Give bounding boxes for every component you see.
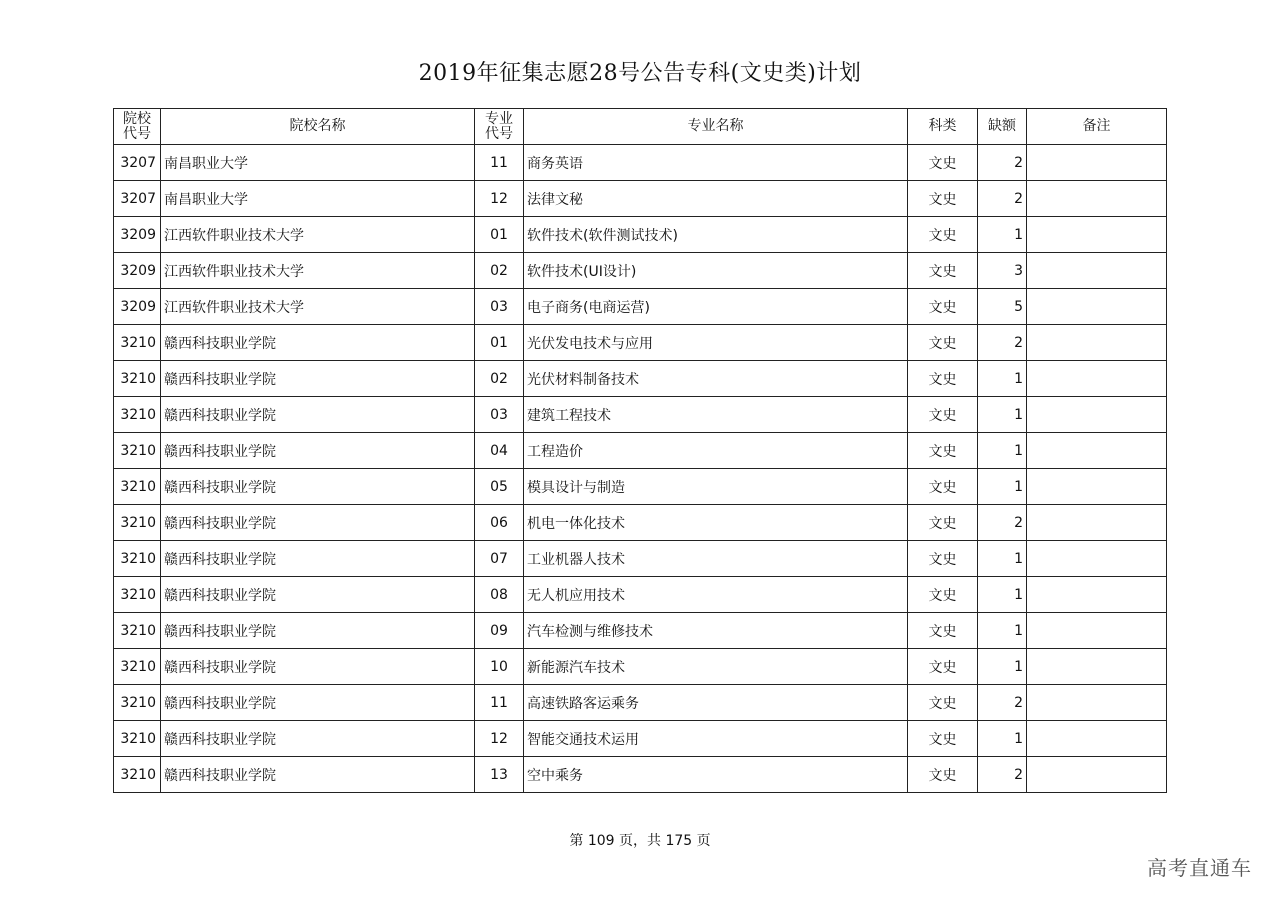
major-name-cell: 无人机应用技术 bbox=[524, 577, 908, 613]
major-code-cell: 01 bbox=[475, 217, 524, 253]
school-name-cell: 赣西科技职业学院 bbox=[161, 685, 475, 721]
category-cell: 文史 bbox=[908, 145, 978, 181]
major-code-cell: 09 bbox=[475, 613, 524, 649]
quota-cell: 2 bbox=[978, 757, 1027, 793]
header-major-code bbox=[475, 109, 524, 145]
school-code-cell: 3209 bbox=[114, 217, 161, 253]
quota-cell: 2 bbox=[978, 145, 1027, 181]
school-name-cell: 赣西科技职业学院 bbox=[161, 433, 475, 469]
school-name-cell: 江西软件职业技术大学 bbox=[161, 217, 475, 253]
quota-cell: 2 bbox=[978, 505, 1027, 541]
table-row bbox=[114, 361, 1167, 397]
major-name-cell: 电子商务(电商运营) bbox=[524, 289, 908, 325]
category-cell: 文史 bbox=[908, 577, 978, 613]
quota-cell: 1 bbox=[978, 577, 1027, 613]
table-row bbox=[114, 325, 1167, 361]
table-row bbox=[114, 397, 1167, 433]
school-name-cell: 赣西科技职业学院 bbox=[161, 361, 475, 397]
school-code-cell: 3210 bbox=[114, 541, 161, 577]
school-code-cell: 3210 bbox=[114, 325, 161, 361]
major-code-cell: 10 bbox=[475, 649, 524, 685]
quota-cell: 1 bbox=[978, 469, 1027, 505]
major-name-cell: 软件技术(UI设计) bbox=[524, 253, 908, 289]
remarks-cell bbox=[1027, 289, 1167, 325]
school-code-cell: 3207 bbox=[114, 145, 161, 181]
table-row bbox=[114, 577, 1167, 613]
remarks-cell bbox=[1027, 217, 1167, 253]
major-name-cell: 汽车检测与维修技术 bbox=[524, 613, 908, 649]
school-name-cell: 赣西科技职业学院 bbox=[161, 469, 475, 505]
category-cell: 文史 bbox=[908, 253, 978, 289]
remarks-cell bbox=[1027, 721, 1167, 757]
school-name-cell: 南昌职业大学 bbox=[161, 181, 475, 217]
category-cell: 文史 bbox=[908, 289, 978, 325]
major-code-cell: 03 bbox=[475, 289, 524, 325]
major-name-cell: 软件技术(软件测试技术) bbox=[524, 217, 908, 253]
remarks-cell bbox=[1027, 685, 1167, 721]
remarks-cell bbox=[1027, 649, 1167, 685]
table-body bbox=[114, 145, 1167, 793]
school-code-cell: 3210 bbox=[114, 469, 161, 505]
table-row bbox=[114, 469, 1167, 505]
school-code-cell: 3210 bbox=[114, 685, 161, 721]
school-code-cell: 3209 bbox=[114, 289, 161, 325]
major-code-cell: 07 bbox=[475, 541, 524, 577]
header-school-name: 院校名称 bbox=[161, 109, 475, 145]
category-cell: 文史 bbox=[908, 721, 978, 757]
table-row bbox=[114, 181, 1167, 217]
remarks-cell bbox=[1027, 361, 1167, 397]
table-row bbox=[114, 757, 1167, 793]
category-cell: 文史 bbox=[908, 649, 978, 685]
header-major-name: 专业名称 bbox=[524, 109, 908, 145]
header-school-code-line1: 院校 bbox=[123, 110, 151, 127]
school-name-cell: 赣西科技职业学院 bbox=[161, 757, 475, 793]
quota-cell: 1 bbox=[978, 649, 1027, 685]
category-cell: 文史 bbox=[908, 433, 978, 469]
remarks-cell bbox=[1027, 505, 1167, 541]
major-name-cell: 工程造价 bbox=[524, 433, 908, 469]
major-name-cell: 商务英语 bbox=[524, 145, 908, 181]
major-name-cell: 建筑工程技术 bbox=[524, 397, 908, 433]
school-name-cell: 南昌职业大学 bbox=[161, 145, 475, 181]
category-cell: 文史 bbox=[908, 181, 978, 217]
major-name-cell: 光伏发电技术与应用 bbox=[524, 325, 908, 361]
major-code-cell: 13 bbox=[475, 757, 524, 793]
major-code-cell: 06 bbox=[475, 505, 524, 541]
header-major-code-line2: 代号 bbox=[485, 125, 513, 142]
quota-cell: 5 bbox=[978, 289, 1027, 325]
school-code-cell: 3210 bbox=[114, 721, 161, 757]
quota-cell: 1 bbox=[978, 433, 1027, 469]
school-name-cell: 赣西科技职业学院 bbox=[161, 613, 475, 649]
quota-cell: 1 bbox=[978, 397, 1027, 433]
category-cell: 文史 bbox=[908, 541, 978, 577]
school-name-cell: 赣西科技职业学院 bbox=[161, 325, 475, 361]
school-code-cell: 3210 bbox=[114, 577, 161, 613]
remarks-cell bbox=[1027, 325, 1167, 361]
major-code-cell: 01 bbox=[475, 325, 524, 361]
major-code-cell: 02 bbox=[475, 361, 524, 397]
remarks-cell bbox=[1027, 469, 1167, 505]
school-code-cell: 3210 bbox=[114, 361, 161, 397]
quota-cell: 2 bbox=[978, 181, 1027, 217]
major-code-cell: 04 bbox=[475, 433, 524, 469]
table-row bbox=[114, 541, 1167, 577]
major-name-cell: 光伏材料制备技术 bbox=[524, 361, 908, 397]
major-code-cell: 12 bbox=[475, 181, 524, 217]
quota-cell: 1 bbox=[978, 361, 1027, 397]
remarks-cell bbox=[1027, 577, 1167, 613]
major-name-cell: 智能交通技术运用 bbox=[524, 721, 908, 757]
remarks-cell bbox=[1027, 253, 1167, 289]
category-cell: 文史 bbox=[908, 325, 978, 361]
school-name-cell: 赣西科技职业学院 bbox=[161, 649, 475, 685]
major-name-cell: 机电一体化技术 bbox=[524, 505, 908, 541]
major-code-cell: 12 bbox=[475, 721, 524, 757]
quota-cell: 3 bbox=[978, 253, 1027, 289]
school-name-cell: 赣西科技职业学院 bbox=[161, 505, 475, 541]
major-name-cell: 高速铁路客运乘务 bbox=[524, 685, 908, 721]
table-row bbox=[114, 721, 1167, 757]
header-category: 科类 bbox=[908, 109, 978, 145]
table-header-row bbox=[114, 109, 1167, 145]
school-code-cell: 3210 bbox=[114, 433, 161, 469]
remarks-cell bbox=[1027, 613, 1167, 649]
school-name-cell: 赣西科技职业学院 bbox=[161, 721, 475, 757]
quota-cell: 1 bbox=[978, 217, 1027, 253]
page-indicator: 第 109 页，共 175 页 bbox=[569, 833, 711, 849]
category-cell: 文史 bbox=[908, 469, 978, 505]
school-code-cell: 3210 bbox=[114, 613, 161, 649]
table-row bbox=[114, 613, 1167, 649]
table-row bbox=[114, 433, 1167, 469]
header-remarks: 备注 bbox=[1027, 109, 1167, 145]
table-row bbox=[114, 505, 1167, 541]
major-code-cell: 05 bbox=[475, 469, 524, 505]
school-name-cell: 赣西科技职业学院 bbox=[161, 577, 475, 613]
quota-cell: 2 bbox=[978, 685, 1027, 721]
table-row bbox=[114, 217, 1167, 253]
school-code-cell: 3210 bbox=[114, 757, 161, 793]
category-cell: 文史 bbox=[908, 397, 978, 433]
table-row bbox=[114, 289, 1167, 325]
remarks-cell bbox=[1027, 541, 1167, 577]
major-name-cell: 工业机器人技术 bbox=[524, 541, 908, 577]
table-row bbox=[114, 649, 1167, 685]
major-name-cell: 新能源汽车技术 bbox=[524, 649, 908, 685]
school-name-cell: 江西软件职业技术大学 bbox=[161, 253, 475, 289]
header-school-code-line2: 代号 bbox=[123, 125, 151, 142]
category-cell: 文史 bbox=[908, 757, 978, 793]
major-name-cell: 空中乘务 bbox=[524, 757, 908, 793]
school-name-cell: 赣西科技职业学院 bbox=[161, 397, 475, 433]
remarks-cell bbox=[1027, 145, 1167, 181]
major-code-cell: 02 bbox=[475, 253, 524, 289]
major-code-cell: 03 bbox=[475, 397, 524, 433]
page-title: 2019年征集志愿28号公告专科(文史类)计划 bbox=[418, 61, 862, 86]
header-school-code bbox=[114, 109, 161, 145]
school-code-cell: 3210 bbox=[114, 397, 161, 433]
category-cell: 文史 bbox=[908, 505, 978, 541]
major-code-cell: 08 bbox=[475, 577, 524, 613]
school-name-cell: 江西软件职业技术大学 bbox=[161, 289, 475, 325]
major-name-cell: 法律文秘 bbox=[524, 181, 908, 217]
remarks-cell bbox=[1027, 757, 1167, 793]
remarks-cell bbox=[1027, 397, 1167, 433]
major-name-cell: 模具设计与制造 bbox=[524, 469, 908, 505]
watermark: 高考直通车 bbox=[1147, 856, 1252, 880]
table-row bbox=[114, 685, 1167, 721]
school-code-cell: 3210 bbox=[114, 505, 161, 541]
quota-cell: 2 bbox=[978, 325, 1027, 361]
quota-cell: 1 bbox=[978, 721, 1027, 757]
remarks-cell bbox=[1027, 181, 1167, 217]
category-cell: 文史 bbox=[908, 217, 978, 253]
header-major-code-line1: 专业 bbox=[485, 110, 513, 127]
category-cell: 文史 bbox=[908, 361, 978, 397]
school-name-cell: 赣西科技职业学院 bbox=[161, 541, 475, 577]
school-code-cell: 3210 bbox=[114, 649, 161, 685]
table-row bbox=[114, 253, 1167, 289]
quota-cell: 1 bbox=[978, 613, 1027, 649]
category-cell: 文史 bbox=[908, 613, 978, 649]
school-code-cell: 3209 bbox=[114, 253, 161, 289]
major-code-cell: 11 bbox=[475, 685, 524, 721]
quota-cell: 1 bbox=[978, 541, 1027, 577]
remarks-cell bbox=[1027, 433, 1167, 469]
category-cell: 文史 bbox=[908, 685, 978, 721]
school-code-cell: 3207 bbox=[114, 181, 161, 217]
major-code-cell: 11 bbox=[475, 145, 524, 181]
header-quota: 缺额 bbox=[978, 109, 1027, 145]
admission-plan-table bbox=[113, 108, 1167, 793]
table-row bbox=[114, 145, 1167, 181]
